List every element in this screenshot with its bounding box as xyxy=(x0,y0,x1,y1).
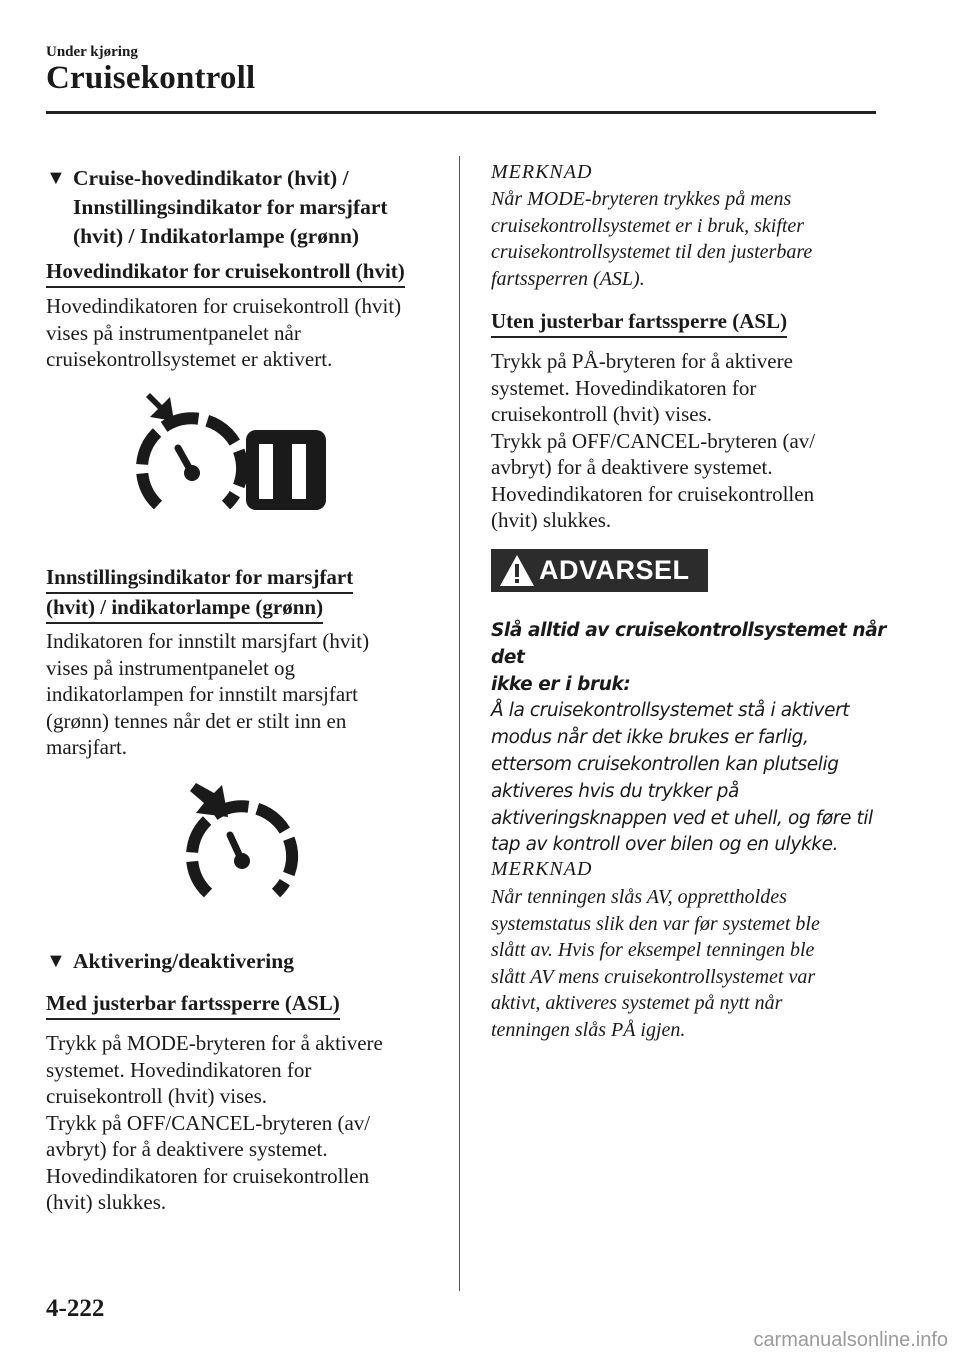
note-label: MERKNAD xyxy=(491,858,593,880)
warning-banner xyxy=(491,549,708,592)
paragraph-main-indicator: Hovedindikatoren for cruisekontroll (hvit) vises på instrumentpanelet når cruisekontrollsystemet er aktivert. xyxy=(46,294,402,371)
section-label: Under kjøring xyxy=(46,44,138,60)
warning-text: Slå alltid av cruisekontrollsystemet når det ikke er i bruk: Å la cruisekontrollsystemet stå i aktivert modus når det ikke brukes er farlig, ettersom cruisekontrollen kan plutselig aktiveres hvis du trykker på aktiveringsknappen ved et uhell, og føre til tap av kontroll over bilen og en ulykke. xyxy=(491,620,887,856)
cruise-set-indicator-icon xyxy=(186,783,306,903)
heading-line: Innstillingsindikator for marsjfart xyxy=(73,195,388,219)
page-title: Cruisekontroll xyxy=(46,60,256,96)
note-text: Når MODE-bryteren trykkes på mens cruisekontrollsystemet er i bruk, skifter cruisekontrollsystemet til den justerbare fartssperren (ASL). xyxy=(491,188,813,290)
warning-triangle-icon xyxy=(491,549,539,592)
column-divider xyxy=(459,156,460,1291)
subheading-set-indicator: Innstillingsindikator for marsjfart (hvit) / indikatorlampe (grønn) xyxy=(46,564,353,624)
paragraph-without-asl: Trykk på PÅ-bryteren for å aktivere systemet. Hovedindikatoren for cruisekontroll (hvit) vises. Trykk på OFF/CANCEL-bryteren (av/ avbryt) for å deaktivere systemet. Hovedindikatoren for cruisekontrollen (hvit) slukkes. xyxy=(491,349,816,532)
triangle-bullet-icon: ▼ xyxy=(46,950,66,972)
triangle-bullet-icon: ▼ xyxy=(46,167,66,189)
heading-line: (hvit) / Indikatorlampe (grønn) xyxy=(73,224,360,248)
cruise-main-indicator-icon xyxy=(128,393,338,518)
subheading-with-asl: Med justerbar fartssperre (ASL) xyxy=(46,990,340,1020)
subheading-without-asl: Uten justerbar fartssperre (ASL) xyxy=(491,308,787,338)
paragraph-with-asl: Trykk på MODE-bryteren for å aktivere systemet. Hovedindikatoren for cruisekontroll (hvit) vises. Trykk på OFF/CANCEL-bryteren (av/ avbryt) for å deaktivere systemet. Hovedindikatoren for cruisekontrollen (hvit) slukkes. xyxy=(46,1031,383,1214)
note-text: Når tenningen slås AV, opprettholdes systemstatus slik den var før systemet ble slått av. Hvis for eksempel tenningen ble slått AV mens cruisekontrollsystemet var aktivt, aktiveres systemet på nytt når tenningen slås PÅ igjen. xyxy=(491,886,820,1041)
paragraph-set-indicator: Indikatoren for innstilt marsjfart (hvit) vises på instrumentpanelet og indikatorlampen for innstilt marsjfart (grønn) tennes når det er stilt inn en marsjfart. xyxy=(46,629,370,759)
heading-indicators xyxy=(46,164,446,251)
title-rule xyxy=(46,111,876,114)
page-number: 4-222 xyxy=(46,1295,105,1322)
heading-line: Cruise-hovedindikator (hvit) / xyxy=(73,166,349,190)
watermark: carmanualsonline.info xyxy=(753,1329,948,1351)
warning-label: ADVARSEL xyxy=(539,555,690,585)
note-label: MERKNAD xyxy=(491,161,593,183)
heading-activation: ▼ Aktivering/deaktivering xyxy=(46,947,446,976)
subheading-main-indicator: Hovedindikator for cruisekontroll (hvit) xyxy=(46,258,405,288)
